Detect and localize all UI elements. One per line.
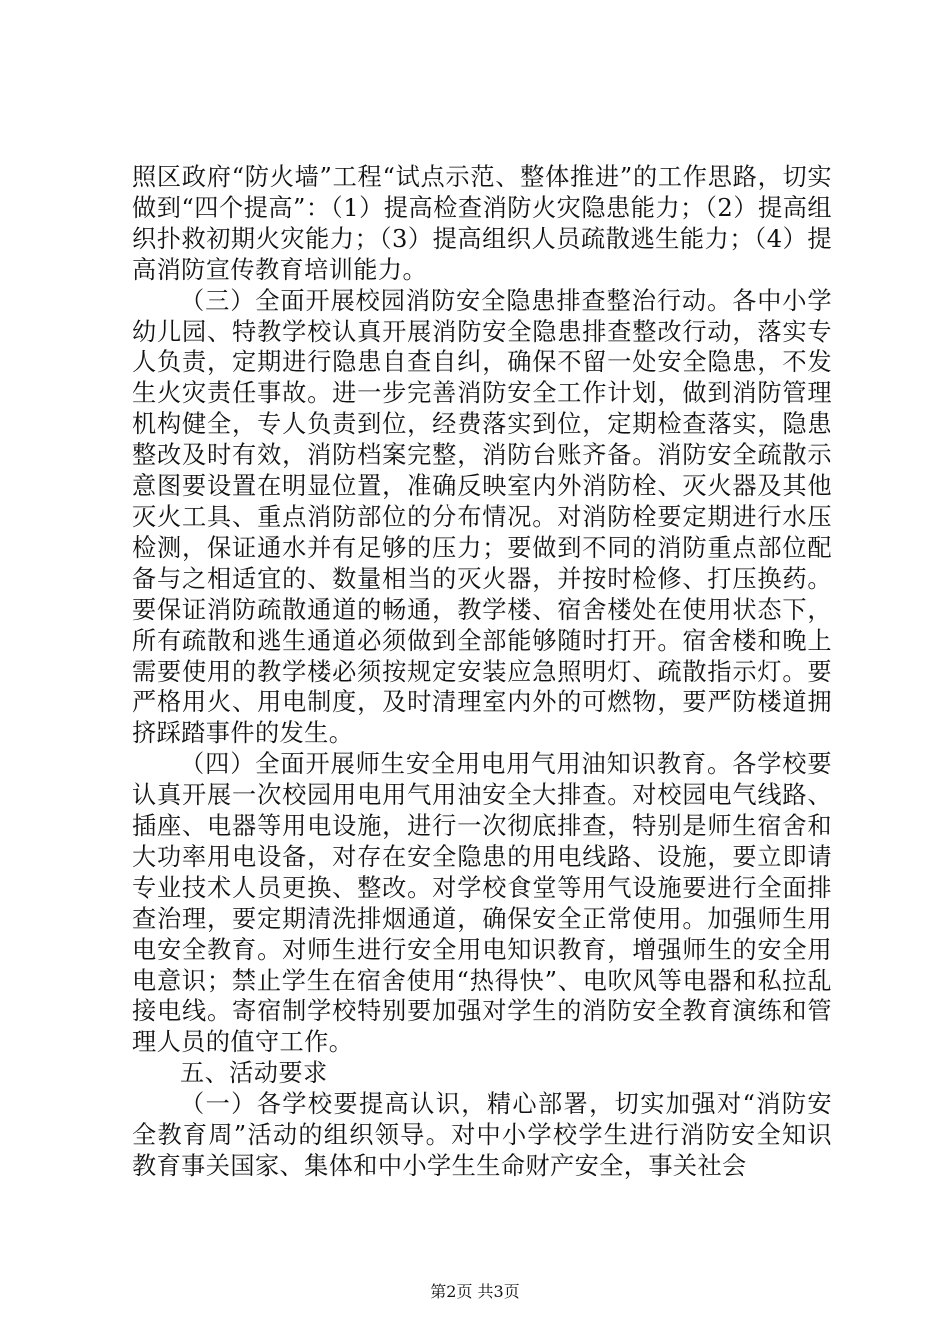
section-heading-activity-requirements: 五、活动要求: [180, 1059, 328, 1088]
paragraph-section-3: （三）全面开展校园消防安全隐患排查整治行动。各中小学幼儿园、特教学校认真开展消防安全隐患排查整改行动，落实专人负责，定期进行隐患自查自纠，确保不留一处安全隐患，不发生火灾责任事故。进一步完善消防安全工作计划，做到消防管理机构健全，专人负责到位，经费落实到位，定期检查落实，隐患整改及时有效，消防档案完整，消防台账齐备。消防安全疏散示意图要设置在明显位置，准确反映室内外消防栓、灭火器及其他灭火工具、重点消防部位的分布情况。对消防栓要定期进行水压检测，保证通水并有足够的压力；要做到不同的消防重点部位配备与之相适宜的、数量相当的灭火器，并按时检修、打压换药。要保证消防疏散通道的畅通，教学楼、宿舍楼处在使用状态下，所有疏散和逃生通道必须做到全部能够随时打开。宿舍楼和晚上需要使用的教学楼必须按规定安装应急照明灯、疏散指示灯。要严格用火、用电制度，及时清理室内外的可燃物，要严防楼道拥挤踩踏事件的发生。: [132, 286, 832, 748]
page-footer: 第2页 共3页: [430, 1282, 520, 1301]
document-body: [132, 162, 832, 1182]
paragraph-continued: 照区政府“防火墙”工程“试点示范、整体推进”的工作思路，切实做到“四个提高”：（1）提高检查消防火灾隐患能力；（2）提高组织扑救初期火灾能力；（3）提高组织人员疏散逃生能力；（4）提高消防宣传教育培训能力。: [132, 163, 832, 284]
paragraph-requirement-1: （一）各学校要提高认识，精心部署，切实加强对“消防安全教育周”活动的组织领导。对中小学校学生进行消防安全知识教育事关国家、集体和中小学生生命财产安全，事关社会: [132, 1090, 832, 1180]
paragraph-section-4: （四）全面开展师生安全用电用气用油知识教育。各学校要认真开展一次校园用电用气用油安全大排查。对校园电气线路、插座、电器等用电设施，进行一次彻底排查，特别是师生宿舍和大功率用电设备，对存在安全隐患的用电线路、设施，要立即请专业技术人员更换、整改。对学校食堂等用气设施要进行全面排查治理，要定期清洗排烟通道，确保安全正常使用。加强师生用电安全教育。对师生进行安全用电知识教育，增强师生的安全用电意识；禁止学生在宿舍使用“热得快”、电吹风等电器和私拉乱接电线。寄宿制学校特别要加强对学生的消防安全教育演练和管理人员的值守工作。: [132, 750, 832, 1057]
